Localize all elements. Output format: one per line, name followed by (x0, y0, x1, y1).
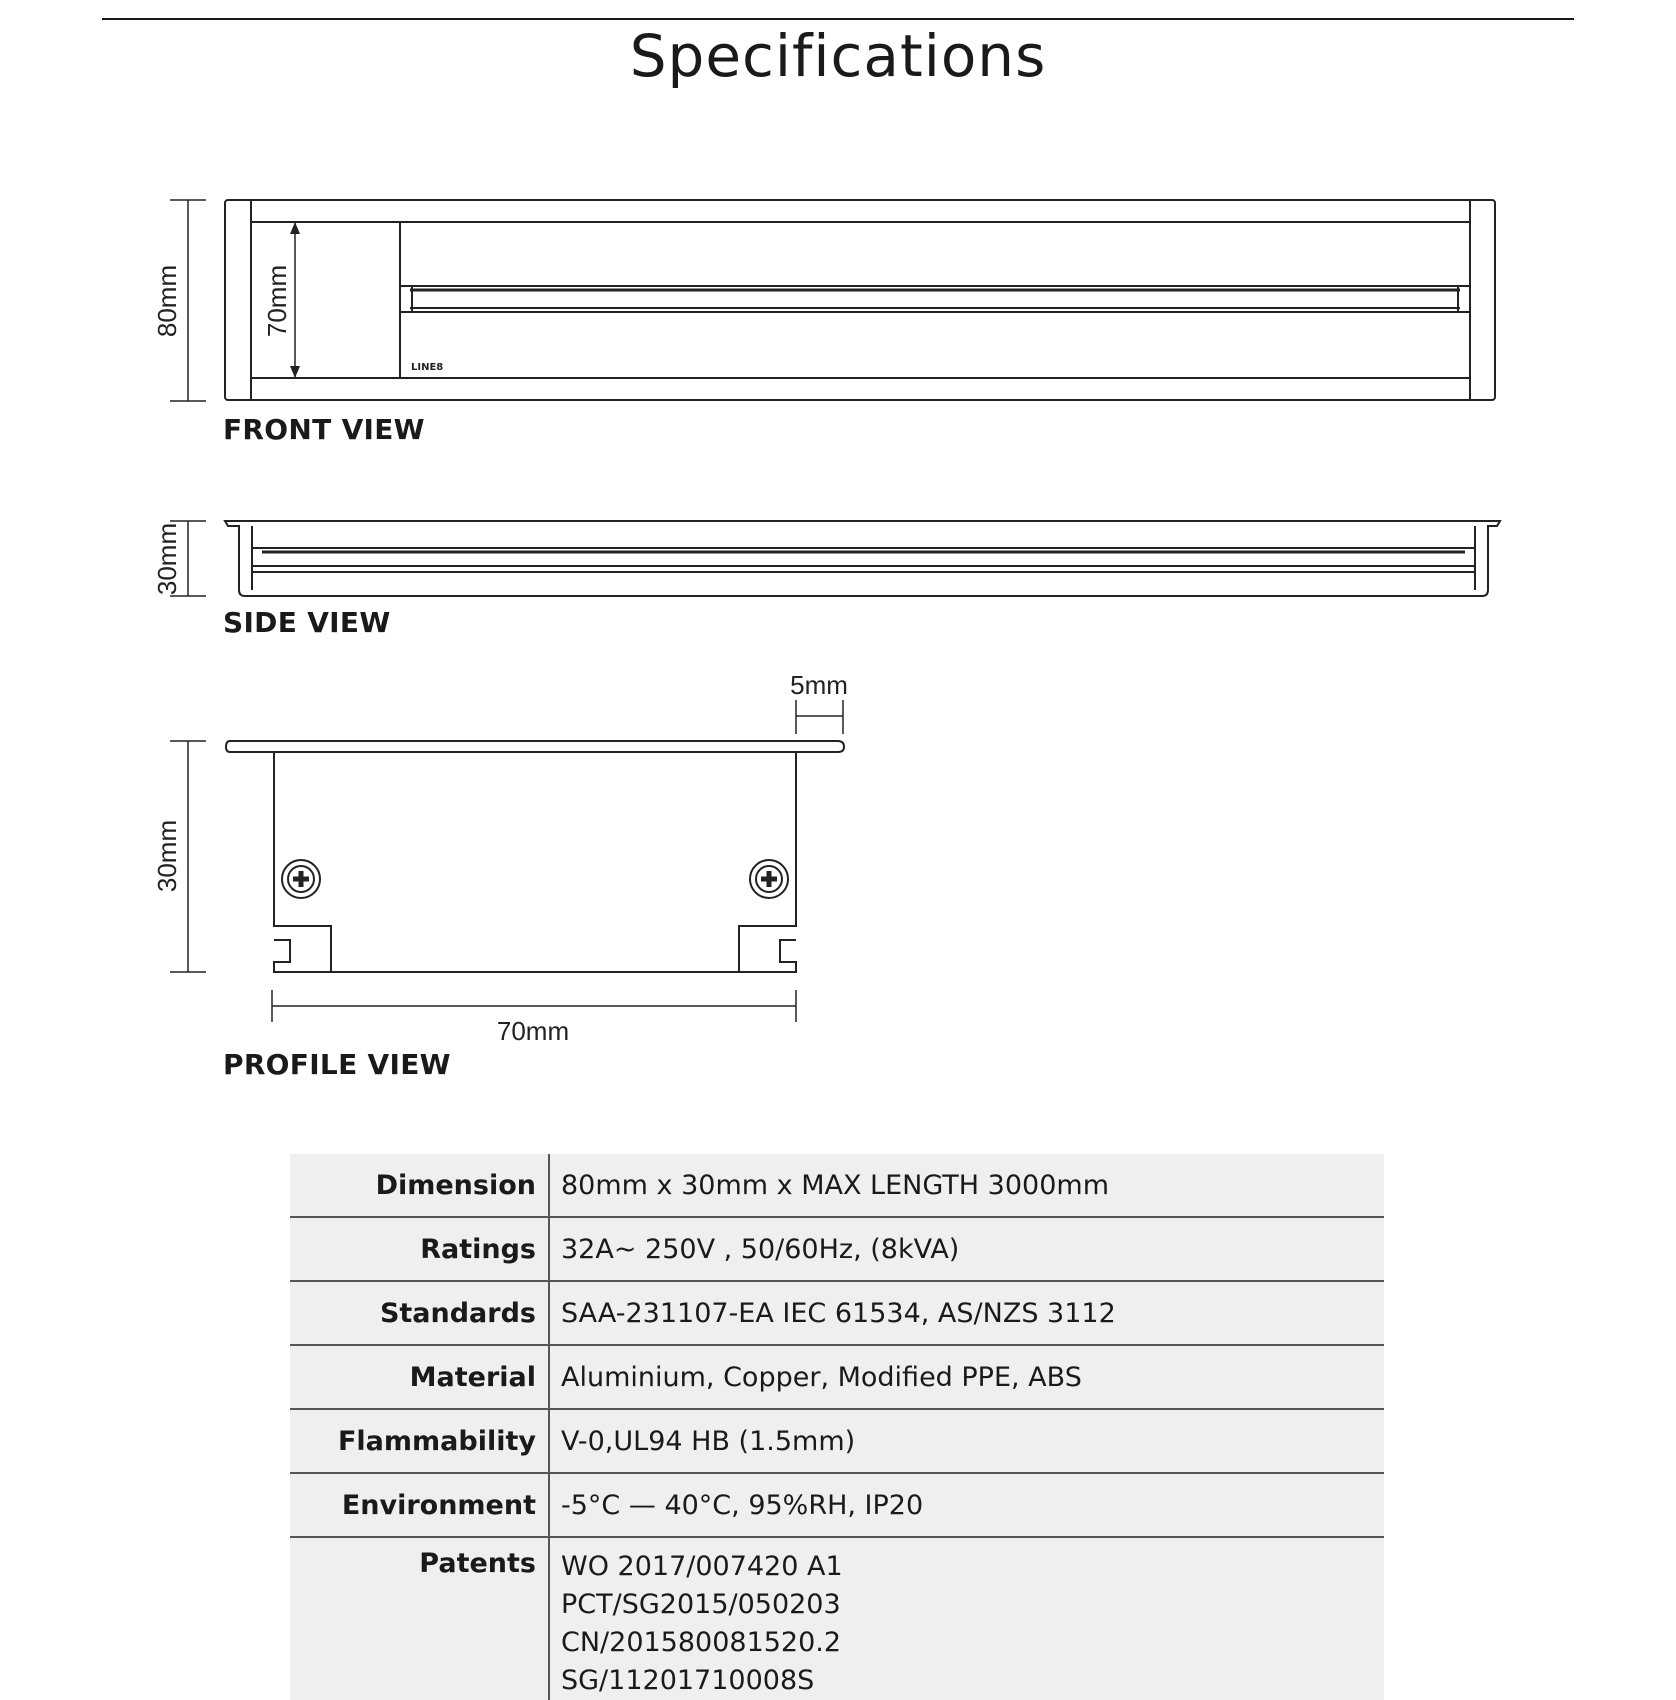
spec-key: Ratings (290, 1217, 549, 1281)
table-row (290, 1345, 1384, 1409)
table-row (290, 1473, 1384, 1537)
front-view-drawing (170, 200, 1495, 401)
specs-table (290, 1154, 1384, 1700)
profile-view-label: PROFILE VIEW (223, 1048, 451, 1081)
side-height-label: 30mm (152, 522, 182, 596)
patent-number: WO 2017/007420 A1 (561, 1551, 843, 1582)
patent-number: PCT/SG2015/050203 (561, 1589, 841, 1620)
front-outer-height-label: 80mm (152, 264, 182, 338)
profile-flange-label: 5mm (790, 670, 848, 700)
spec-key: Environment (290, 1473, 549, 1537)
spec-value: -5°C — 40°C, 95%RH, IP20 (549, 1473, 1384, 1537)
spec-key: Dimension (290, 1154, 549, 1217)
table-row (290, 1217, 1384, 1281)
page-title: Specifications (629, 22, 1047, 90)
patent-number: CN/201580081520.2 (561, 1627, 842, 1658)
profile-view-drawing (170, 700, 844, 1022)
side-view-drawing (170, 521, 1500, 596)
table-row (290, 1154, 1384, 1217)
front-inner-height-label: 70mm (262, 264, 292, 338)
profile-height-label: 30mm (152, 819, 182, 893)
table-row (290, 1409, 1384, 1473)
patent-number: SG/11201710008S (561, 1665, 815, 1696)
table-row (290, 1281, 1384, 1345)
spec-value: Aluminium, Copper, Modified PPE, ABS (549, 1345, 1384, 1409)
side-view-label: SIDE VIEW (223, 606, 391, 639)
spec-key: Material (290, 1345, 549, 1409)
spec-value: 80mm x 30mm x MAX LENGTH 3000mm (549, 1154, 1384, 1217)
brand-mark: LINE8 (411, 362, 444, 373)
front-view-label: FRONT VIEW (223, 413, 425, 446)
spec-key: Patents (290, 1537, 549, 1700)
spec-value: V-0,UL94 HB (1.5mm) (549, 1409, 1384, 1473)
spec-value: 32A~ 250V , 50/60Hz, (8kVA) (549, 1217, 1384, 1281)
spec-value: SAA-231107-EA IEC 61534, AS/NZS 3112 (549, 1281, 1384, 1345)
spec-key: Flammability (290, 1409, 549, 1473)
spec-key: Standards (290, 1281, 549, 1345)
profile-width-label: 70mm (496, 1016, 570, 1046)
